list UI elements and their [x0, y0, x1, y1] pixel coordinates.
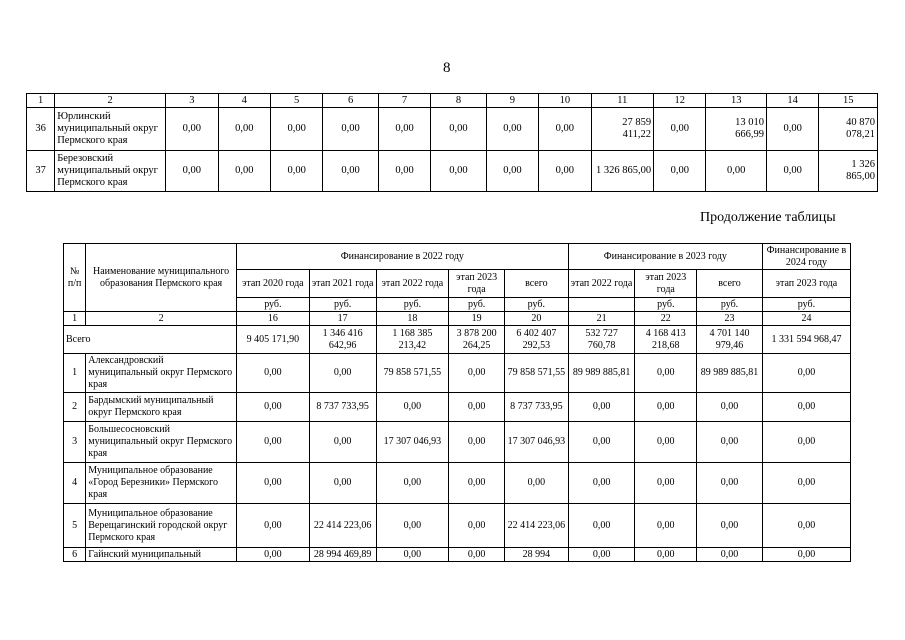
- cell-value: 0,00: [218, 108, 270, 151]
- cell-value: 0,00: [323, 151, 378, 192]
- cell-value: 0,00: [449, 548, 505, 562]
- cell-value: 27 859 411,22: [591, 108, 654, 151]
- header-total: всего: [504, 270, 568, 298]
- municipality-name: Березовский муниципальный округ Пермского края: [55, 151, 166, 192]
- header-row: [64, 244, 851, 270]
- cell-value: 89 989 885,81: [568, 354, 635, 393]
- unit-label: руб.: [697, 298, 763, 312]
- cell-value: 8 737 733,95: [504, 393, 568, 422]
- cell-value: 0,00: [568, 504, 635, 548]
- cell-value: 0,00: [449, 504, 505, 548]
- cell-value: 0,00: [376, 463, 449, 504]
- column-number-row: [27, 94, 878, 108]
- row-number: 36: [27, 108, 55, 151]
- col-number: 10: [539, 94, 591, 108]
- table-row: [64, 463, 851, 504]
- cell-value: 0,00: [635, 463, 697, 504]
- header-stage: этап 2023 года: [635, 270, 697, 298]
- unit-label: руб.: [762, 298, 850, 312]
- cell-value: 28 994 469,89: [309, 548, 376, 562]
- table-row: [27, 108, 878, 151]
- row-number: 2: [64, 393, 86, 422]
- unit-label: руб.: [236, 298, 309, 312]
- col-number: 14: [766, 94, 818, 108]
- header-financing-2023: Финансирование в 2023 году: [568, 244, 762, 270]
- col-number: 23: [697, 312, 763, 326]
- cell-value: 17 307 046,93: [376, 422, 449, 463]
- cell-value: 0,00: [697, 422, 763, 463]
- cell-value: 1 331 594 968,47: [762, 326, 850, 354]
- cell-value: 0,00: [449, 393, 505, 422]
- table-row: [64, 422, 851, 463]
- col-number: 8: [431, 94, 486, 108]
- cell-value: 22 414 223,06: [504, 504, 568, 548]
- col-number: 22: [635, 312, 697, 326]
- col-number: 18: [376, 312, 449, 326]
- cell-value: 0,00: [270, 151, 322, 192]
- cell-value: 0,00: [376, 393, 449, 422]
- header-stage: этап 2023 года: [762, 270, 850, 298]
- cell-value: 0,00: [539, 108, 591, 151]
- row-number: 37: [27, 151, 55, 192]
- unit-label: [568, 298, 635, 312]
- cell-value: 89 989 885,81: [697, 354, 763, 393]
- header-total: всего: [697, 270, 763, 298]
- header-financing-2024: Финансирование в 2024 году: [762, 244, 850, 270]
- table-row: [64, 354, 851, 393]
- row-number: 1: [64, 354, 86, 393]
- cell-value: 0,00: [762, 463, 850, 504]
- cell-value: 79 858 571,55: [504, 354, 568, 393]
- col-number: 2: [55, 94, 166, 108]
- col-number: 20: [504, 312, 568, 326]
- cell-value: 0,00: [568, 548, 635, 562]
- cell-value: 0,00: [449, 354, 505, 393]
- cell-value: 0,00: [376, 504, 449, 548]
- municipality-name: Гайнский муниципальный: [86, 548, 237, 562]
- page-number: 8: [443, 60, 451, 76]
- column-number-row: [64, 312, 851, 326]
- col-number: 9: [486, 94, 538, 108]
- col-number: 19: [449, 312, 505, 326]
- col-number: 1: [27, 94, 55, 108]
- cell-value: 9 405 171,90: [236, 326, 309, 354]
- municipality-name: Бардымский муниципальный округ Пермского края: [86, 393, 237, 422]
- col-number: 17: [309, 312, 376, 326]
- col-number: 6: [323, 94, 378, 108]
- table-row: [64, 548, 851, 562]
- cell-value: 0,00: [431, 151, 486, 192]
- cell-value: 28 994: [504, 548, 568, 562]
- summary-table-top: [26, 93, 878, 192]
- col-number: 24: [762, 312, 850, 326]
- cell-value: 79 858 571,55: [376, 354, 449, 393]
- cell-value: 0,00: [236, 548, 309, 562]
- cell-value: 0,00: [635, 548, 697, 562]
- col-number: 2: [86, 312, 237, 326]
- cell-value: 0,00: [539, 151, 591, 192]
- cell-value: 0,00: [378, 108, 430, 151]
- cell-value: 0,00: [309, 463, 376, 504]
- col-number: 11: [591, 94, 654, 108]
- unit-label: руб.: [635, 298, 697, 312]
- cell-value: 0,00: [309, 354, 376, 393]
- row-number: 5: [64, 504, 86, 548]
- cell-value: 0,00: [236, 422, 309, 463]
- cell-value: 0,00: [236, 463, 309, 504]
- col-number: 1: [64, 312, 86, 326]
- cell-value: 13 010 666,99: [706, 108, 766, 151]
- cell-value: 532 727 760,78: [568, 326, 635, 354]
- unit-label: руб.: [504, 298, 568, 312]
- cell-value: 0,00: [568, 422, 635, 463]
- cell-value: 22 414 223,06: [309, 504, 376, 548]
- cell-value: 0,00: [697, 504, 763, 548]
- cell-value: 0,00: [323, 108, 378, 151]
- cell-value: 0,00: [486, 108, 538, 151]
- cell-value: 0,00: [568, 393, 635, 422]
- cell-value: 40 870 078,21: [819, 108, 878, 151]
- cell-value: 0,00: [166, 151, 218, 192]
- header-stage: этап 2023 года: [449, 270, 505, 298]
- cell-value: 0,00: [166, 108, 218, 151]
- municipality-name: Александровский муниципальный округ Пермского края: [86, 354, 237, 393]
- cell-value: 1 168 385 213,42: [376, 326, 449, 354]
- unit-label: руб.: [309, 298, 376, 312]
- cell-value: 4 168 413 218,68: [635, 326, 697, 354]
- col-number: 21: [568, 312, 635, 326]
- table-row: [64, 504, 851, 548]
- cell-value: 0,00: [654, 151, 706, 192]
- cell-value: 0,00: [236, 393, 309, 422]
- cell-value: 0,00: [697, 548, 763, 562]
- cell-value: 0,00: [635, 504, 697, 548]
- header-stage: этап 2022 года: [568, 270, 635, 298]
- cell-value: 0,00: [762, 354, 850, 393]
- row-number: 3: [64, 422, 86, 463]
- cell-value: 0,00: [766, 108, 818, 151]
- header-financing-2022: Финансирование в 2022 году: [236, 244, 568, 270]
- row-number: 4: [64, 463, 86, 504]
- cell-value: 0,00: [486, 151, 538, 192]
- cell-value: 0,00: [635, 422, 697, 463]
- cell-value: 4 701 140 979,46: [697, 326, 763, 354]
- header-stage: этап 2022 года: [376, 270, 449, 298]
- unit-label: руб.: [449, 298, 505, 312]
- cell-value: 0,00: [697, 393, 763, 422]
- cell-value: 0,00: [568, 463, 635, 504]
- funding-table: [63, 243, 851, 562]
- cell-value: 0,00: [431, 108, 486, 151]
- cell-value: 0,00: [236, 504, 309, 548]
- cell-value: 0,00: [762, 548, 850, 562]
- col-number: 13: [706, 94, 766, 108]
- cell-value: 0,00: [218, 151, 270, 192]
- table-row: [27, 151, 878, 192]
- cell-value: 0,00: [635, 393, 697, 422]
- header-stage: этап 2021 года: [309, 270, 376, 298]
- cell-value: 0,00: [762, 422, 850, 463]
- cell-value: 0,00: [309, 422, 376, 463]
- cell-value: 0,00: [236, 354, 309, 393]
- col-number: 4: [218, 94, 270, 108]
- cell-value: 1 326 865,00: [591, 151, 654, 192]
- col-number: 3: [166, 94, 218, 108]
- cell-value: 0,00: [654, 108, 706, 151]
- cell-value: 0,00: [635, 354, 697, 393]
- cell-value: 0,00: [697, 463, 763, 504]
- col-number: 7: [378, 94, 430, 108]
- unit-label: руб.: [376, 298, 449, 312]
- cell-value: 6 402 407 292,53: [504, 326, 568, 354]
- cell-value: 8 737 733,95: [309, 393, 376, 422]
- cell-value: 0,00: [376, 548, 449, 562]
- cell-value: 17 307 046,93: [504, 422, 568, 463]
- header-name: Наименование муниципального образования Пермского края: [86, 244, 237, 312]
- cell-value: 3 878 200 264,25: [449, 326, 505, 354]
- municipality-name: Большесосновский муниципальный округ Пермского края: [86, 422, 237, 463]
- col-number: 12: [654, 94, 706, 108]
- municipality-name: Муниципальное образование «Город Березники» Пермского края: [86, 463, 237, 504]
- cell-value: 1 326 865,00: [819, 151, 878, 192]
- table-row: [64, 393, 851, 422]
- cell-value: 0,00: [762, 393, 850, 422]
- municipality-name: Юрлинский муниципальный округ Пермского края: [55, 108, 166, 151]
- municipality-name: Муниципальное образование Верещагинский городской округ Пермского края: [86, 504, 237, 548]
- cell-value: 0,00: [706, 151, 766, 192]
- cell-value: 0,00: [762, 504, 850, 548]
- header-number: № п/п: [64, 244, 86, 312]
- continuation-label: Продолжение таблицы: [700, 210, 836, 225]
- header-stage: этап 2020 года: [236, 270, 309, 298]
- cell-value: 0,00: [449, 463, 505, 504]
- cell-value: 0,00: [378, 151, 430, 192]
- cell-value: 0,00: [504, 463, 568, 504]
- total-row: [64, 326, 851, 354]
- cell-value: 1 346 416 642,96: [309, 326, 376, 354]
- col-number: 5: [270, 94, 322, 108]
- total-label: Всего: [64, 326, 237, 354]
- col-number: 15: [819, 94, 878, 108]
- cell-value: 0,00: [449, 422, 505, 463]
- col-number: 16: [236, 312, 309, 326]
- cell-value: 0,00: [766, 151, 818, 192]
- row-number: 6: [64, 548, 86, 562]
- cell-value: 0,00: [270, 108, 322, 151]
